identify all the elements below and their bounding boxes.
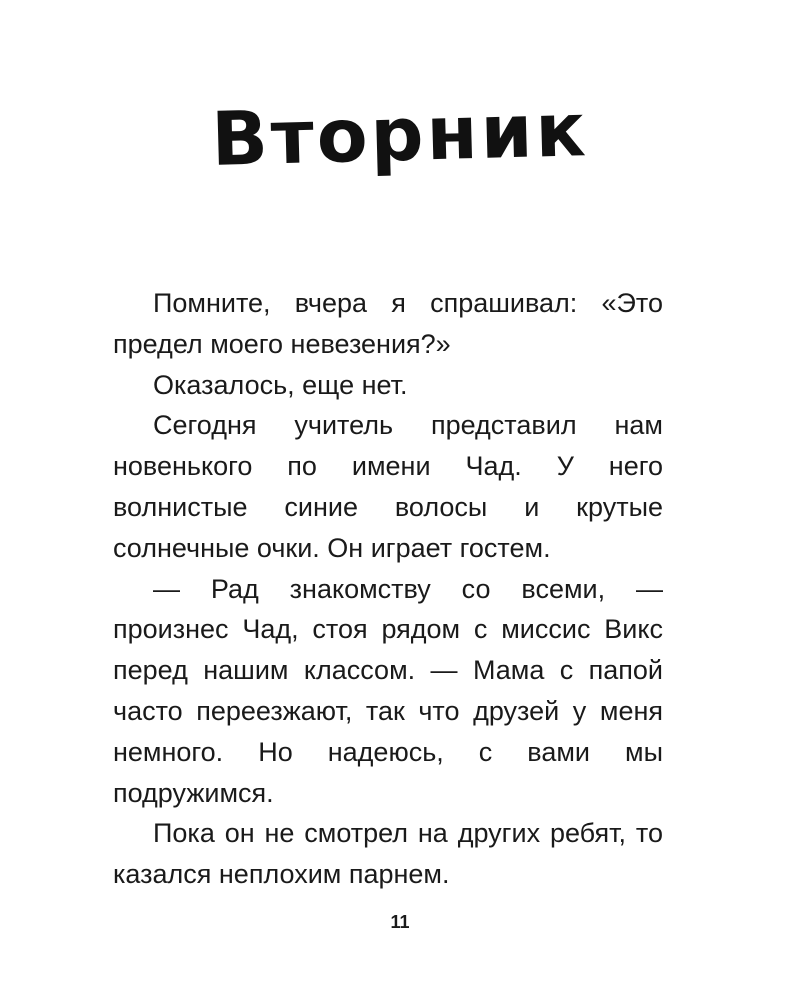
paragraph: Сегодня учитель представил нам новенького по имени Чад. У него волнистые синие волосы и крутые солнечные очки. Он играет гостем.: [113, 410, 663, 563]
chapter-title: Вторник: [210, 87, 590, 183]
paragraph: — Рад знакомству со всеми, — произнес Чад, стоя рядом с миссис Викс перед нашим классом. — Мама с папой часто переезжают, так что друзей у меня немного. Но надеюсь, с вами мы подружимся.: [113, 573, 663, 808]
page-number: 11: [390, 912, 410, 932]
paragraph: Пока он не смотрел на других ребят, то казался неплохим парнем.: [113, 818, 663, 890]
chapter-body: [113, 283, 663, 895]
paragraph: Помните, вчера я спрашивал: «Это предел моего невезения?»: [113, 288, 663, 359]
paragraph: Оказалось, еще нет.: [153, 369, 408, 400]
